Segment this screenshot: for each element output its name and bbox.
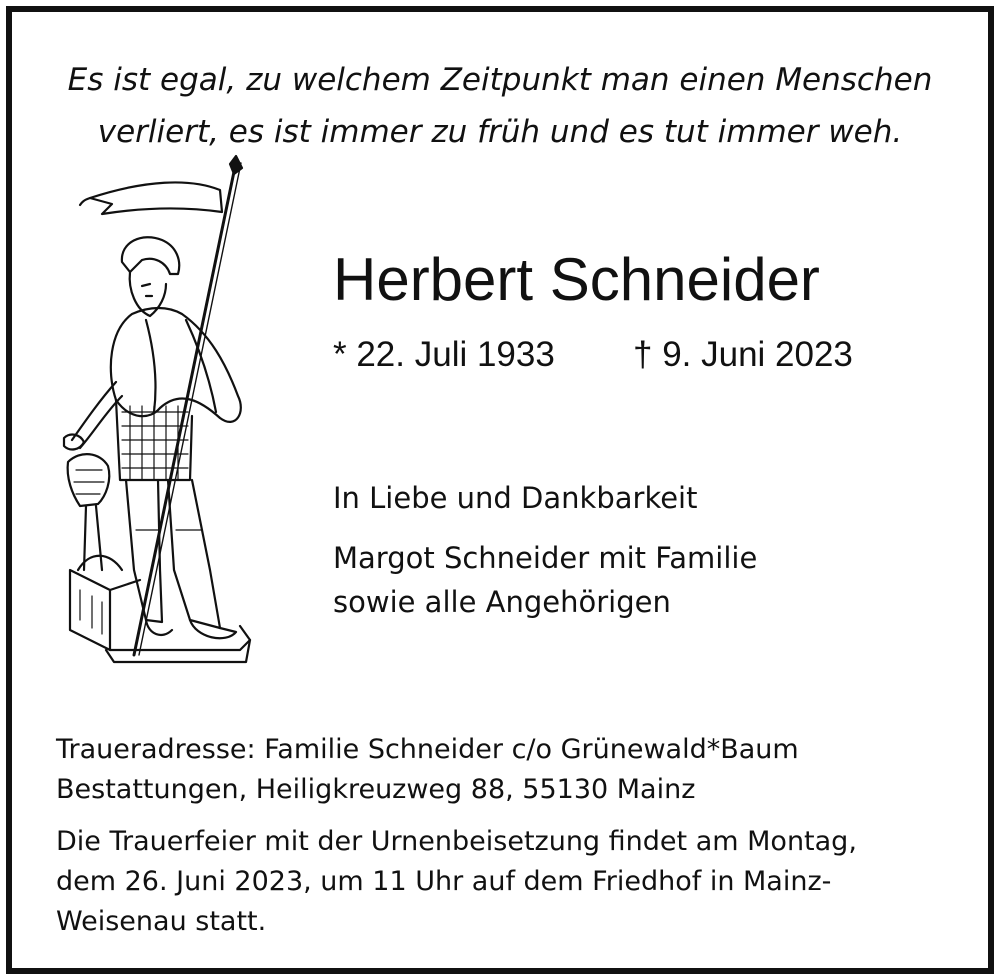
quote <box>0 54 1000 158</box>
ceremony-line-3: Weisenau statt. <box>56 906 267 937</box>
ceremony-line-2: dem 26. Juni 2023, um 11 Uhr auf dem Friedhof in Mainz- <box>56 866 832 897</box>
mourners-line-1: Margot Schneider mit Familie <box>333 541 758 575</box>
address-line-1: Traueradresse: Familie Schneider c/o Grünewald*Baum <box>56 734 799 765</box>
birth-date: * 22. Juli 1933 <box>333 335 555 374</box>
life-dates <box>333 330 853 380</box>
ceremony-info <box>56 822 857 942</box>
mourners <box>333 536 757 624</box>
mourning-address <box>56 730 799 810</box>
saint-martin-figure-icon <box>50 150 260 680</box>
quote-line-2: verliert, es ist immer zu früh und es tut immer weh. <box>97 114 903 150</box>
deceased-name: Herbert Schneider <box>333 246 820 313</box>
dedication-intro: In Liebe und Dankbarkeit <box>333 481 698 515</box>
address-line-2: Bestattungen, Heiligkreuzweg 88, 55130 Mainz <box>56 774 696 805</box>
dedication <box>333 476 697 520</box>
quote-line-1: Es ist egal, zu welchem Zeitpunkt man einen Menschen <box>67 62 933 98</box>
mourners-line-2: sowie alle Angehörigen <box>333 585 671 619</box>
death-date: † 9. Juni 2023 <box>633 335 853 374</box>
ceremony-line-1: Die Trauerfeier mit der Urnenbeisetzung findet am Montag, <box>56 826 857 857</box>
